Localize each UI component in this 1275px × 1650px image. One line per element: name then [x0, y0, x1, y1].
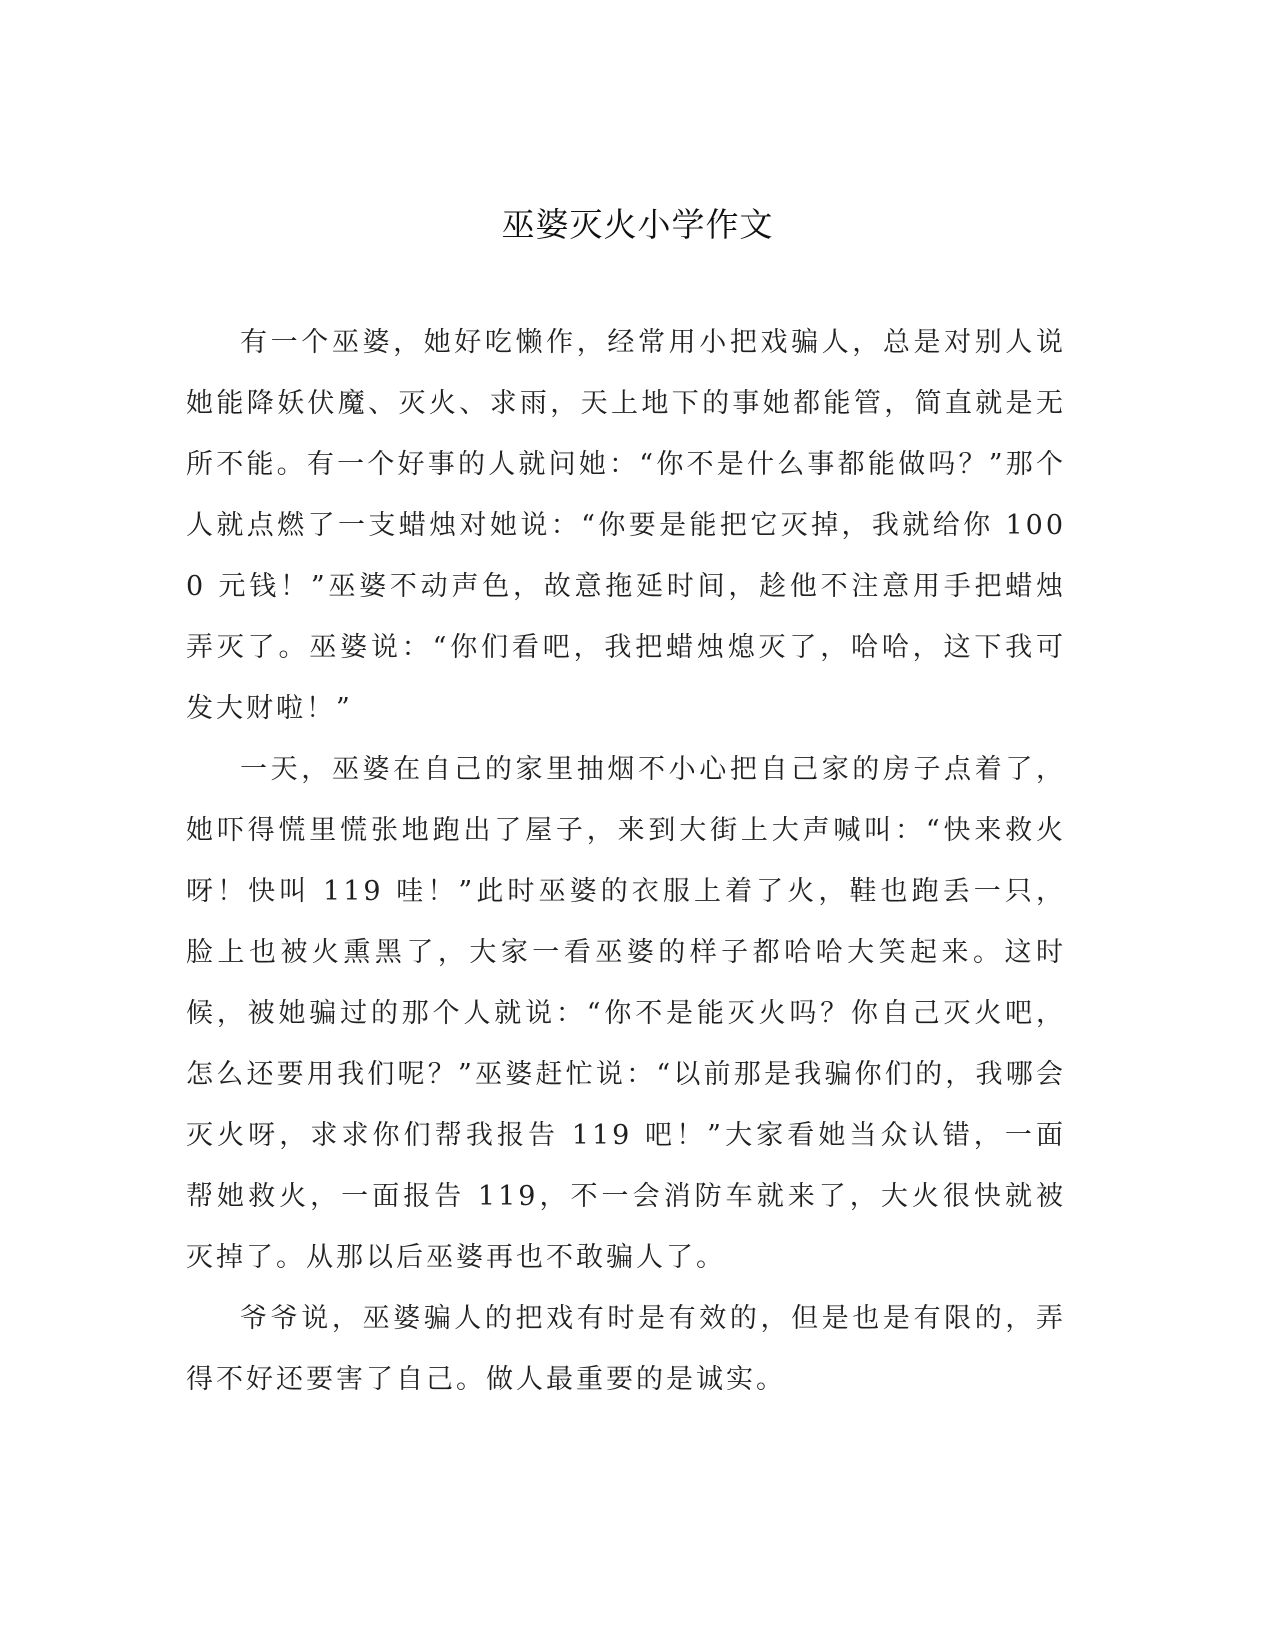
document-title: 巫婆灭火小学作文 [501, 205, 774, 244]
paragraph-3: 爷爷说，巫婆骗人的把戏有时是有效的，但是也是有限的，弄得不好还要害了自己。做人最重要的是诚实。 [186, 1303, 1066, 1395]
paragraph-2: 一天，巫婆在自己的家里抽烟不小心把自己家的房子点着了，她吓得慌里慌张地跑出了屋子，来到大街上大声喊叫：“快来救火呀！快叫 119 哇！”此时巫婆的衣服上着了火，鞋也跑丢一只，脸上也被火熏黑了，大家一看巫婆的样子都哈哈大笑起来。这时候，被她骗过的那个人就说：“你不是能灭火吗？你自己灭火吧，怎么还要用我们呢？”巫婆赶忙说：“以前那是我骗你们的，我哪会灭火呀，求求你们帮我报告 119 吧！”大家看她当众认错，一面帮她救火，一面报告 119，不一会消防车就来了，大火很快就被灭掉了。从那以后巫婆再也不敢骗人了。 [186, 754, 1066, 1273]
document-body [186, 312, 1066, 1410]
paragraph-1: 有一个巫婆，她好吃懒作，经常用小把戏骗人，总是对别人说她能降妖伏魔、灭火、求雨，天上地下的事她都能管，简直就是无所不能。有一个好事的人就问她：“你不是什么事都能做吗？”那个人就点燃了一支蜡烛对她说：“你要是能把它灭掉，我就给你 1000 元钱！”巫婆不动声色，故意拖延时间，趁他不注意用手把蜡烛弄灭了。巫婆说：“你们看吧，我把蜡烛熄灭了，哈哈，这下我可发大财啦！” [186, 327, 1066, 724]
